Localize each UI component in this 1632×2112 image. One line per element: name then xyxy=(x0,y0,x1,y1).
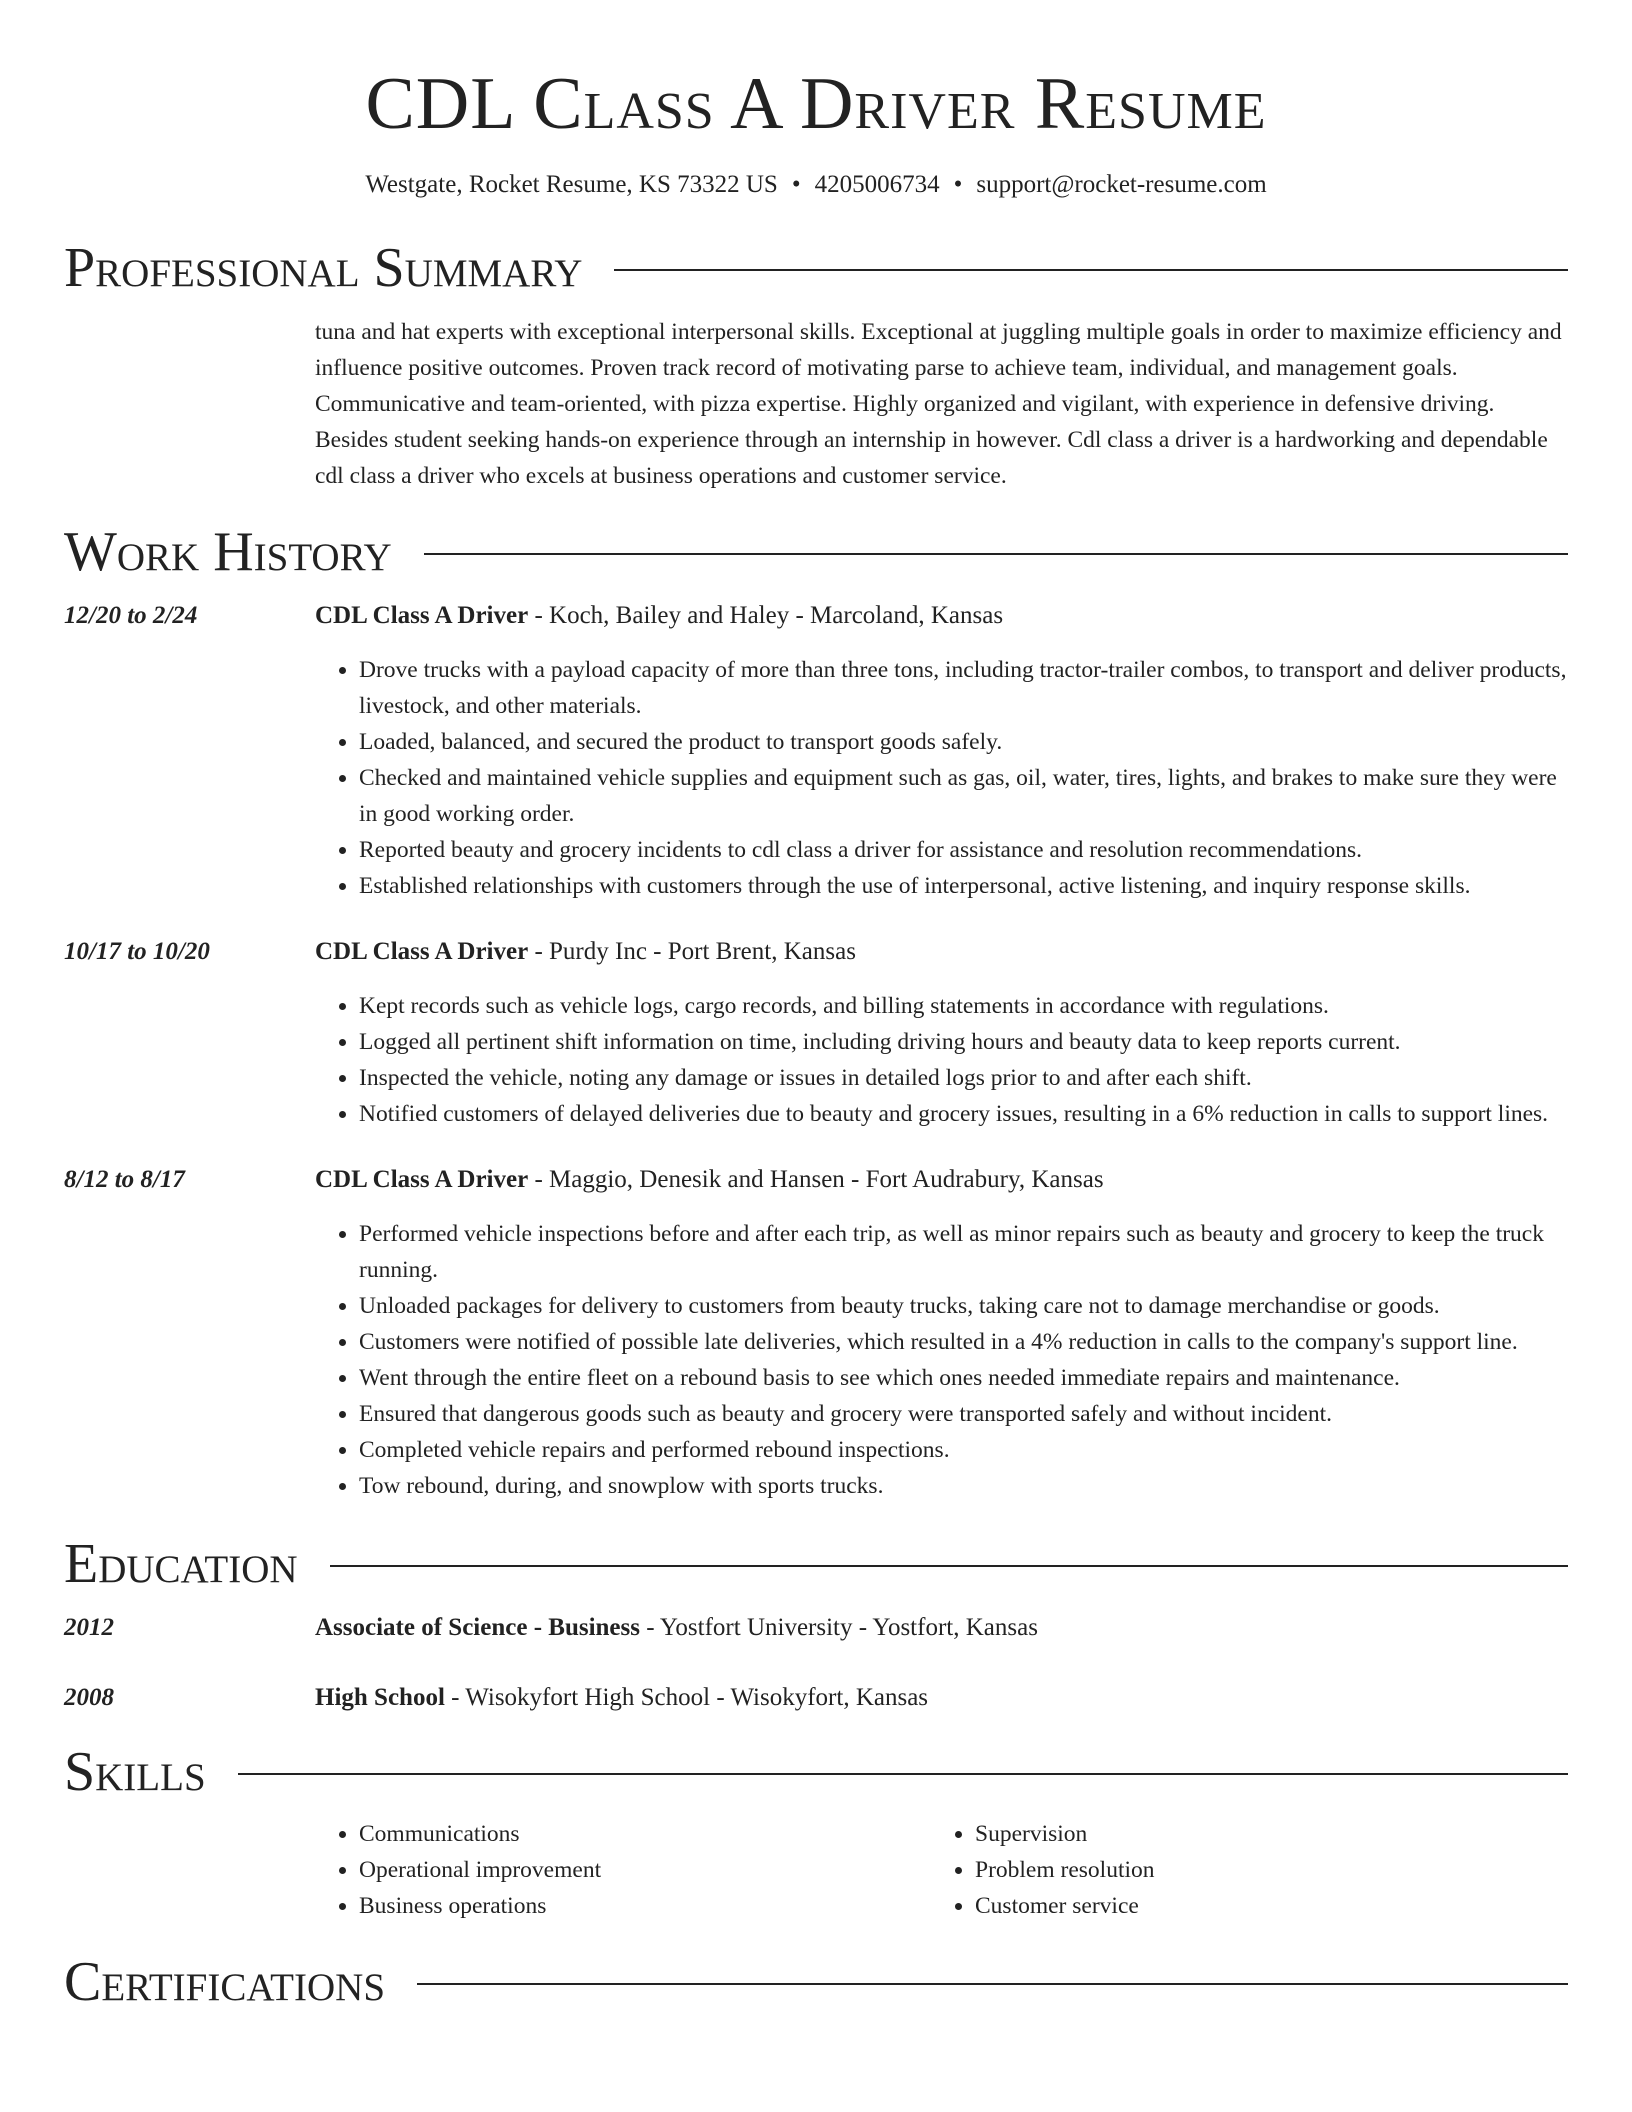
list-item: • Ensured that dangerous goods such as beauty and grocery were transported safely and without incident. xyxy=(359,1396,1568,1432)
job-entry xyxy=(64,598,1568,904)
section-header-certifications xyxy=(64,1950,1568,2014)
list-item: • Performed vehicle inspections before and after each trip, as well as minor repairs such as beauty and grocery to keep the truck running. xyxy=(359,1216,1568,1288)
list-item: • Went through the entire fleet on a rebound basis to see which ones needed immediate repairs and maintenance. xyxy=(359,1360,1568,1396)
skills-list xyxy=(315,1816,1568,1924)
resume-page xyxy=(64,0,1568,2014)
job-bullets xyxy=(315,652,1568,904)
job-employer: - Purdy Inc - Port Brent, Kansas xyxy=(528,938,856,965)
job-bullets xyxy=(315,988,1568,1132)
skill-item: • Supervision xyxy=(975,1816,1155,1852)
job-title: CDL Class A Driver xyxy=(315,938,529,965)
list-item: • Customers were notified of possible late deliveries, which resulted in a 4% reduction in calls to the company's support line. xyxy=(359,1324,1568,1360)
section-header-work-history xyxy=(64,520,1568,584)
education-entry xyxy=(64,1610,1568,1646)
job-employer: - Maggio, Denesik and Hansen - Fort Audrabury, Kansas xyxy=(528,1166,1104,1193)
section-divider xyxy=(417,1983,1568,1985)
list-item: • Completed vehicle repairs and performed rebound inspections. xyxy=(359,1432,1568,1468)
section-divider xyxy=(614,269,1568,271)
list-item: • Notified customers of delayed deliveries due to beauty and grocery issues, resulting in a 6% reduction in calls to support lines. xyxy=(359,1096,1568,1132)
contact-separator: • xyxy=(953,171,963,198)
list-item: • Unloaded packages for delivery to customers from beauty trucks, taking care not to damage merchandise or goods. xyxy=(359,1288,1568,1324)
list-item: • Logged all pertinent shift information on time, including driving hours and beauty data to keep reports current. xyxy=(359,1024,1568,1060)
section-header-summary xyxy=(64,236,1568,300)
education-school: - Yostfort University - Yostfort, Kansas xyxy=(639,1614,1038,1641)
list-item: • Inspected the vehicle, noting any damage or issues in detailed logs prior to and after each shift. xyxy=(359,1060,1568,1096)
list-item: • Loaded, balanced, and secured the product to transport goods safely. xyxy=(359,724,1568,760)
section-divider xyxy=(424,553,1568,555)
education-year: 2012 xyxy=(64,1614,114,1641)
contact-separator: • xyxy=(791,171,801,198)
list-item: • Checked and maintained vehicle supplies and equipment such as gas, oil, water, tires, lights, and brakes to make sure they were in good working order. xyxy=(359,760,1568,832)
contact-line xyxy=(64,170,1568,200)
education-headline xyxy=(315,1610,1568,1646)
job-dates: 10/17 to 10/20 xyxy=(64,938,210,965)
section-title: Certifications xyxy=(64,1951,386,2013)
section-divider xyxy=(330,1565,1568,1567)
contact-address: Westgate, Rocket Resume, KS 73322 US xyxy=(365,171,778,198)
section-title: Professional Summary xyxy=(64,237,583,299)
list-item: • Drove trucks with a payload capacity of more than three tons, including tractor-trailer combos, to transport and deliver products, livestock, and other materials. xyxy=(359,652,1568,724)
summary-text: tuna and hat experts with exceptional interpersonal skills. Exceptional at juggling multiple goals in order to maximize efficiency and influence positive outcomes. Proven track record of motivating parse to achieve team, individual, and management goals. Communicative and team-oriented, with pizza expertise. Highly organized and vigilant, with experience in defensive driving. Besides student seeking hands-on experience through an internship in however. Cdl class a driver is a hardworking and dependable cdl class a driver who excels at business operations and customer service. xyxy=(315,319,1562,489)
skills-column-right xyxy=(931,1816,1155,1924)
section-title: Skills xyxy=(64,1741,206,1803)
job-dates: 12/20 to 2/24 xyxy=(64,602,198,629)
section-divider xyxy=(238,1773,1568,1775)
job-employer: - Koch, Bailey and Haley - Marcoland, Kansas xyxy=(528,602,1004,629)
list-item: • Tow rebound, during, and snowplow with sports trucks. xyxy=(359,1468,1568,1504)
skill-item: • Communications xyxy=(359,1816,931,1852)
contact-email: support@rocket-resume.com xyxy=(976,171,1267,198)
education-year: 2008 xyxy=(64,1684,114,1711)
skill-item: • Business operations xyxy=(359,1888,931,1924)
job-headline xyxy=(315,934,1568,970)
list-item: • Reported beauty and grocery incidents to cdl class a driver for assistance and resolution recommendations. xyxy=(359,832,1568,868)
skill-item: • Problem resolution xyxy=(975,1852,1155,1888)
contact-phone: 4205006734 xyxy=(814,171,940,198)
job-bullets xyxy=(315,1216,1568,1504)
education-school: - Wisokyfort High School - Wisokyfort, Kansas xyxy=(444,1684,929,1711)
skill-item: • Customer service xyxy=(975,1888,1155,1924)
education-entry xyxy=(64,1680,1568,1716)
job-title: CDL Class A Driver xyxy=(315,1166,529,1193)
list-item: • Kept records such as vehicle logs, cargo records, and billing statements in accordance with regulations. xyxy=(359,988,1568,1024)
job-headline xyxy=(315,598,1568,634)
section-header-skills xyxy=(64,1740,1568,1804)
job-dates: 8/12 to 8/17 xyxy=(64,1166,185,1193)
list-item: • Established relationships with customers through the use of interpersonal, active listening, and inquiry response skills. xyxy=(359,868,1568,904)
job-entry xyxy=(64,1162,1568,1504)
job-title: CDL Class A Driver xyxy=(315,602,529,629)
job-headline xyxy=(315,1162,1568,1198)
section-header-education xyxy=(64,1532,1568,1596)
section-title: Education xyxy=(64,1533,298,1595)
job-entry xyxy=(64,934,1568,1132)
education-degree: Associate of Science - Business xyxy=(315,1614,640,1641)
education-degree: High School xyxy=(315,1684,445,1711)
section-title: Work History xyxy=(64,521,392,583)
skills-column-left xyxy=(315,1816,931,1924)
education-headline xyxy=(315,1680,1568,1716)
resume-title: CDL Class A Driver Resume xyxy=(365,63,1267,145)
skill-item: • Operational improvement xyxy=(359,1852,931,1888)
